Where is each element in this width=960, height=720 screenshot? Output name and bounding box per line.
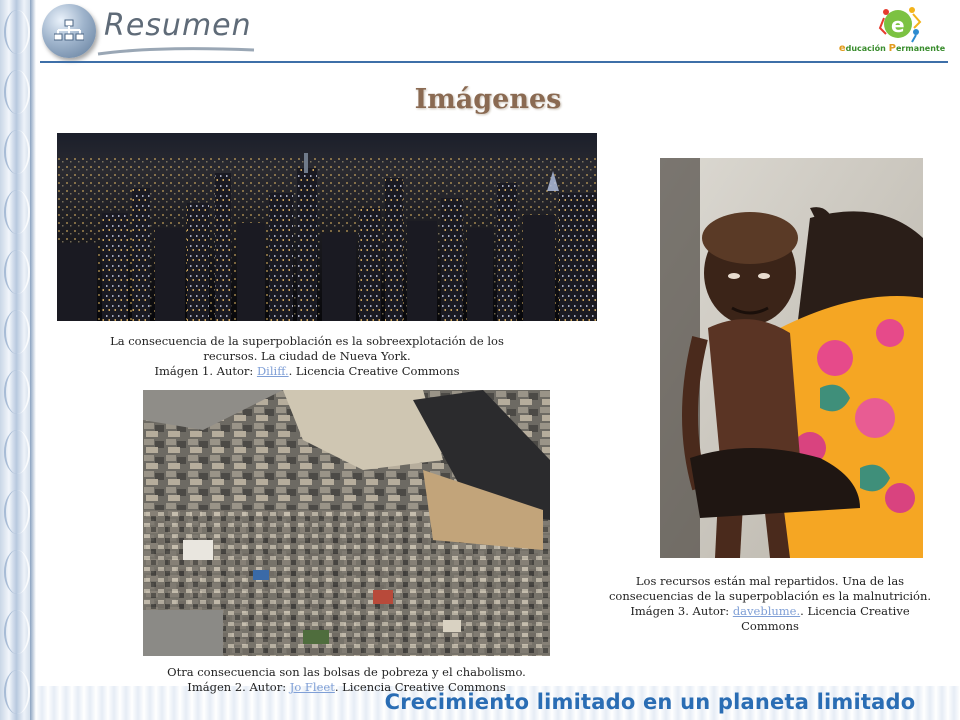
image-1-caption-line2: recursos. La ciudad de Nueva York. [203,349,411,363]
image-3-credit-line2: Commons [741,619,799,633]
image-1-caption-line1: La consecuencia de la superpoblación es la sobreexplotación de los [110,334,504,348]
image-1-author-link[interactable]: Diliff. [256,364,289,378]
image-2-author-link[interactable]: Jo Fleet [289,680,335,694]
child-malnutrition-photo [660,158,923,558]
image-3-caption [600,574,940,634]
footer-title: Crecimiento limitado en un planeta limitado [384,690,916,714]
header-divider [40,61,948,63]
image-3-author-link[interactable]: daveblume. [732,604,801,618]
header-swoosh [96,44,256,58]
image-2-credit: Imágen 2. Autor: Jo Fleet. Licencia Creative Commons [187,680,506,694]
image-1-caption [100,334,514,379]
sitemap-icon[interactable] [42,4,96,58]
image-3-caption-line2: consecuencias de la superpoblación es la malnutrición. [608,589,932,603]
image-2-caption-line1: Otra consecuencia son las bolsas de pobreza y el chabolismo. [167,665,526,679]
city-night-photo [57,133,597,321]
slum-photo [143,390,550,656]
image-3-credit: Imágen 3. Autor: daveblume.. Licencia Creative [630,604,910,618]
brand-name: educación Permanente [838,43,946,54]
svg-text:e: e [891,13,905,37]
image-1-credit: Imágen 1. Autor: Diliff.. Licencia Creative Commons [154,364,460,378]
header-title: Resumen [104,8,252,43]
image-3-caption-line1: Los recursos están mal repartidos. Una de las [635,574,905,588]
page-title: Imágenes [414,84,562,115]
